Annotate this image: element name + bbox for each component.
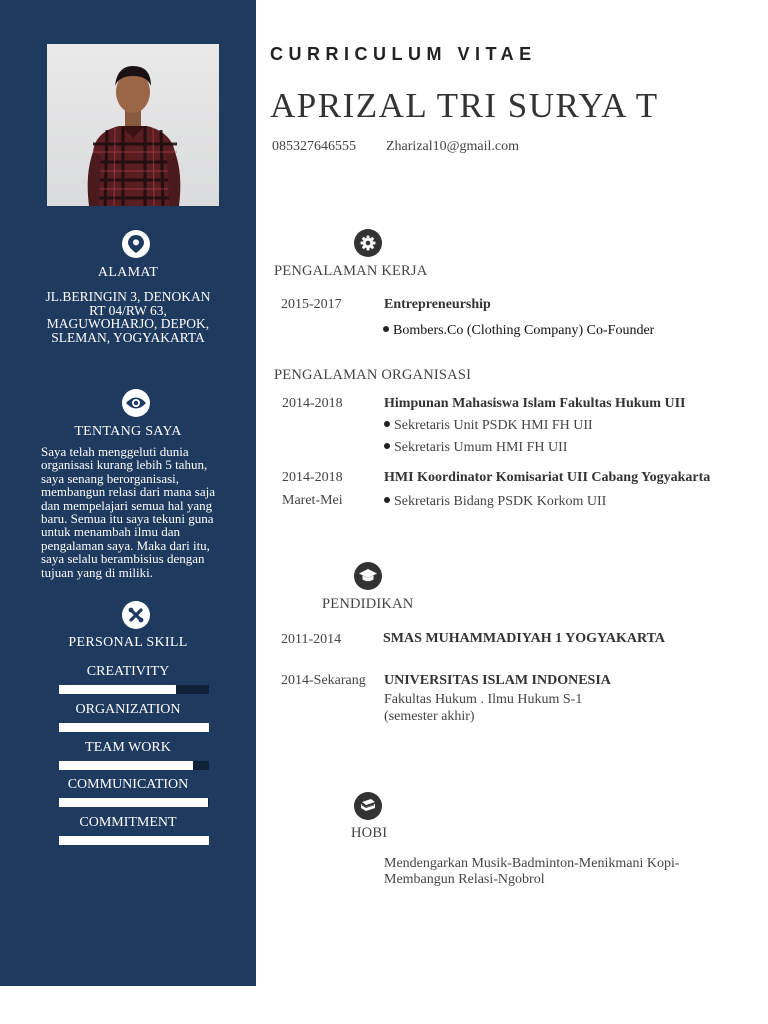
skill-bar	[59, 685, 209, 694]
skill-bar	[59, 836, 209, 845]
skill-bar	[59, 761, 209, 770]
org-period: 2014-2018	[282, 396, 343, 411]
work-period: 2015-2017	[281, 297, 342, 312]
address-text	[0, 290, 256, 344]
cv-title: CURRICULUM VITAE	[270, 44, 537, 64]
address-title: ALAMAT	[97, 265, 159, 280]
address-line: SLEMAN, YOGYAKARTA	[51, 329, 205, 345]
profile-photo	[47, 44, 219, 206]
skill-label: CREATIVITY	[86, 664, 170, 679]
skill-bar	[59, 798, 209, 807]
education-section-title: PENDIDIKAN	[322, 596, 414, 612]
skills-title: PERSONAL SKILL	[68, 635, 188, 650]
skill-bar	[59, 723, 209, 732]
org-bullet	[384, 440, 567, 456]
hobby-section-title: HOBI	[351, 825, 388, 841]
education-detail: (semester akhir)	[384, 709, 475, 724]
tools-icon	[122, 601, 150, 629]
location-pin-icon	[122, 230, 150, 258]
eye-icon	[122, 389, 150, 417]
bullet-icon	[384, 443, 390, 449]
address-line: MAGUWOHARJO, DEPOK,	[46, 316, 210, 331]
hobby-text: Mendengarkan Musik-Badminton-Menikmani Kopi-	[384, 856, 680, 871]
bullet-icon	[383, 326, 389, 332]
book-icon	[354, 792, 382, 820]
organization-section-title: PENGALAMAN ORGANISASI	[274, 367, 472, 383]
school-name: UNIVERSITAS ISLAM INDONESIA	[384, 673, 611, 688]
email-address: Zharizal10@gmail.com	[386, 139, 520, 154]
org-bullet-text: Sekretaris Unit PSDK HMI FH UII	[394, 418, 593, 433]
hobby-text: Membangun Relasi-Ngobrol	[384, 872, 545, 887]
work-role: Entrepreneurship	[384, 297, 491, 312]
org-period-note: Maret-Mei	[282, 493, 343, 508]
bullet-icon	[384, 421, 390, 427]
skill-label: COMMITMENT	[79, 815, 177, 830]
org-bullet	[384, 494, 606, 510]
work-detail-text: Bombers.Co (Clothing Company) Co-Founder	[393, 323, 655, 338]
skill-bar-fill	[59, 798, 208, 807]
about-text: Saya telah menggeluti dunia organisasi kurang lebih 5 tahun, saya senang berorganisasi, membangun relasi dari mana saja dan mempelajari semua hal yang baru. Semua itu saya tekuni guna untuk menambah ilmu dan pengalaman saya. Maka dari itu, saya selalu berambisius dengan tujuan yang di miliki.	[41, 444, 215, 580]
person-name: APRIZAL TRI SURYA T	[270, 86, 659, 125]
org-bullet-text: Sekretaris Umum HMI FH UII	[394, 440, 568, 455]
org-name: Himpunan Mahasiswa Islam Fakultas Hukum UII	[384, 396, 686, 411]
skill-bar-fill	[59, 723, 209, 732]
education-detail: Fakultas Hukum . Ilmu Hukum S-1	[384, 692, 583, 707]
address-line: JL.BERINGIN 3, DENOKAN	[45, 289, 211, 304]
org-bullet	[384, 418, 593, 434]
skill-label: TEAM WORK	[85, 740, 171, 755]
education-period: 2011-2014	[281, 632, 342, 647]
about-title: TENTANG SAYA	[74, 424, 182, 439]
org-bullet-text: Sekretaris Bidang PSDK Korkom UII	[394, 494, 607, 509]
graduation-cap-icon	[354, 562, 382, 590]
gear-icon	[354, 229, 382, 257]
skill-label: COMMUNICATION	[67, 777, 189, 792]
skill-bar-fill	[59, 685, 176, 694]
skill-label: ORGANIZATION	[75, 702, 181, 717]
phone-number: 085327646555	[272, 139, 356, 154]
education-period: 2014-Sekarang	[281, 673, 366, 688]
address-line: RT 04/RW 63,	[89, 302, 167, 318]
work-detail	[383, 323, 654, 339]
org-name: HMI Koordinator Komisariat UII Cabang Yogyakarta	[384, 470, 711, 485]
bullet-icon	[384, 497, 390, 503]
school-name: SMAS MUHAMMADIYAH 1 YOGYAKARTA	[383, 631, 665, 646]
sidebar	[0, 0, 256, 986]
work-section-title: PENGALAMAN KERJA	[274, 263, 428, 279]
skill-bar-fill	[59, 761, 193, 770]
skill-bar-fill	[59, 836, 209, 845]
org-period: 2014-2018	[282, 470, 343, 485]
